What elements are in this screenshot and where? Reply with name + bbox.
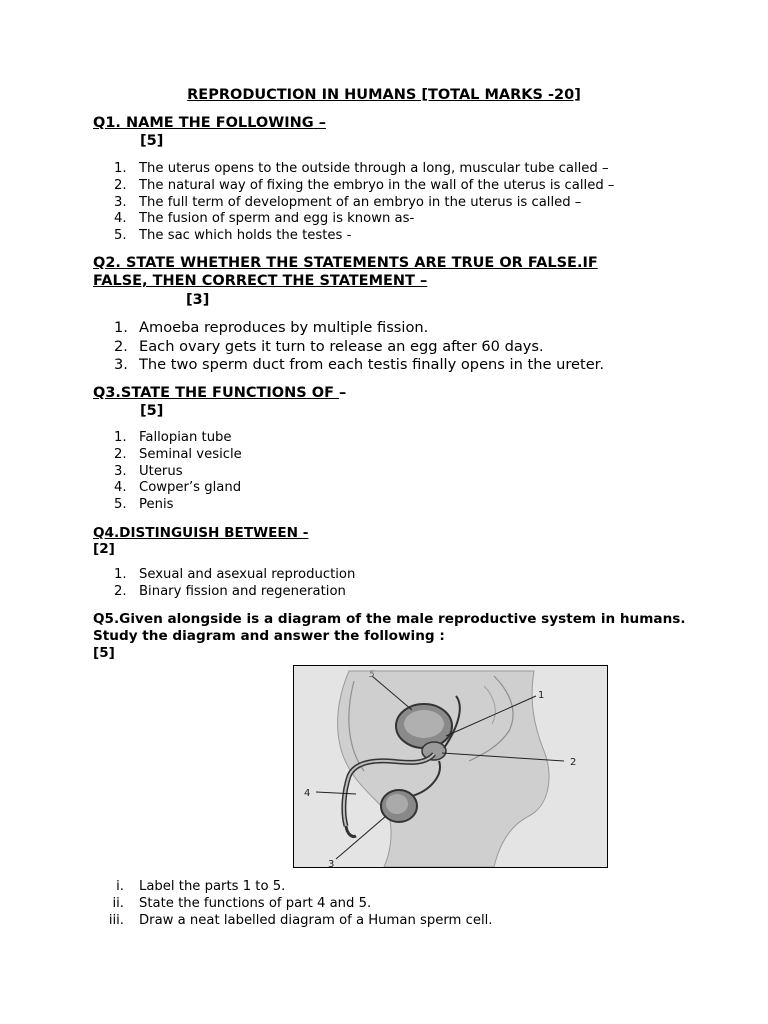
item-text: Penis [139,497,174,513]
list-item [114,211,614,228]
q5-subquestions [93,879,492,929]
item-number: 4. [114,211,127,227]
diagram-svg [294,666,607,867]
q3-heading-text: Q3.STATE THE FUNCTIONS OF [93,385,334,401]
item-text: The uterus opens to the outside through a long, muscular tube called – [139,161,609,176]
q4-heading: Q4.DISTINGUISH BETWEEN - [93,525,309,541]
q1-heading [93,115,326,131]
list-item [114,497,242,514]
list-item [114,195,614,212]
q1-list [114,161,614,245]
list-item [114,356,604,375]
item-text: State the functions of part 4 and 5. [139,895,372,911]
item-number: 2. [114,446,127,462]
q3-marks: [5] [140,403,164,419]
diagram-label-5: 5 [369,670,375,680]
item-text: Label the parts 1 to 5. [139,879,286,894]
item-text: The two sperm duct from each testis finally opens in the ureter. [139,356,604,373]
q2-marks: [3] [186,292,210,308]
diagram-label-2: 2 [570,757,577,768]
item-number: 1. [114,430,127,445]
q5-marks: [5] [93,645,115,661]
diagram-label-1: 1 [538,690,545,701]
item-number: 5. [114,228,127,244]
diagram-label-4: 4 [304,788,311,799]
q3-list [114,430,242,514]
item-text: Fallopian tube [139,430,232,445]
list-item [114,447,242,464]
item-number: ii. [112,895,124,911]
item-number: 2. [114,177,127,193]
item-number: 3. [114,194,127,210]
item-text: The sac which holds the testes - [139,228,352,244]
item-text: The natural way of fixing the embryo in the wall of the uterus is called – [139,177,615,193]
q2-heading-line2: FALSE, THEN CORRECT THE STATEMENT – [93,273,428,289]
diagram-label-3: 3 [328,859,335,867]
list-item [114,161,614,178]
q3-heading-dash: – [339,385,347,401]
list-item [114,480,242,497]
q2-list [114,319,604,375]
item-number: 2. [114,583,127,599]
item-text: Each ovary gets it turn to release an egg after 60 days. [139,337,544,355]
male-reproductive-system-diagram [293,665,608,868]
item-number: 2. [114,337,128,355]
item-text: Draw a neat labelled diagram of a Human sperm cell. [139,912,493,928]
item-text: Uterus [139,463,183,479]
item-number: 4. [114,480,127,496]
list-item [114,338,604,357]
item-text: Binary fission and regeneration [139,583,346,599]
q4-list [114,567,355,601]
item-number: 3. [114,356,128,373]
list-item [93,896,492,913]
item-number: 5. [114,497,127,513]
list-item [114,430,242,447]
list-item [114,228,614,245]
item-number: 1. [114,567,127,582]
item-text: Seminal vesicle [139,446,242,462]
item-text: Cowper’s gland [139,480,242,496]
q1-marks: [5] [140,133,164,149]
list-item [114,567,355,584]
list-item [114,584,355,601]
list-item [114,464,242,481]
item-text: The fusion of sperm and egg is known as- [139,211,415,227]
list-item [93,879,492,896]
list-item [93,913,492,930]
q4-marks: [2] [93,541,115,557]
item-text: The full term of development of an embryo in the uterus is called – [139,194,582,210]
item-number: 1. [114,319,128,336]
item-number: 1. [114,161,127,176]
worksheet-title: REPRODUCTION IN HUMANS [TOTAL MARKS -20] [187,87,581,103]
q1-heading-dash: – [318,115,326,131]
item-text: Sexual and asexual reproduction [139,567,356,582]
item-number: 3. [114,463,127,479]
list-item [114,178,614,195]
q3-heading [93,385,346,401]
item-number: iii. [108,912,124,928]
q2-heading-line1: Q2. STATE WHETHER THE STATEMENTS ARE TRUE OR FALSE.IF [93,255,598,271]
item-number: i. [116,879,124,894]
item-text: Amoeba reproduces by multiple fission. [139,319,429,336]
q5-prompt: Q5.Given alongside is a diagram of the male reproductive system in humans. Study the diagram and answer the following : [93,611,686,644]
list-item [114,319,604,338]
q1-heading-text: Q1. NAME THE FOLLOWING [93,115,314,131]
